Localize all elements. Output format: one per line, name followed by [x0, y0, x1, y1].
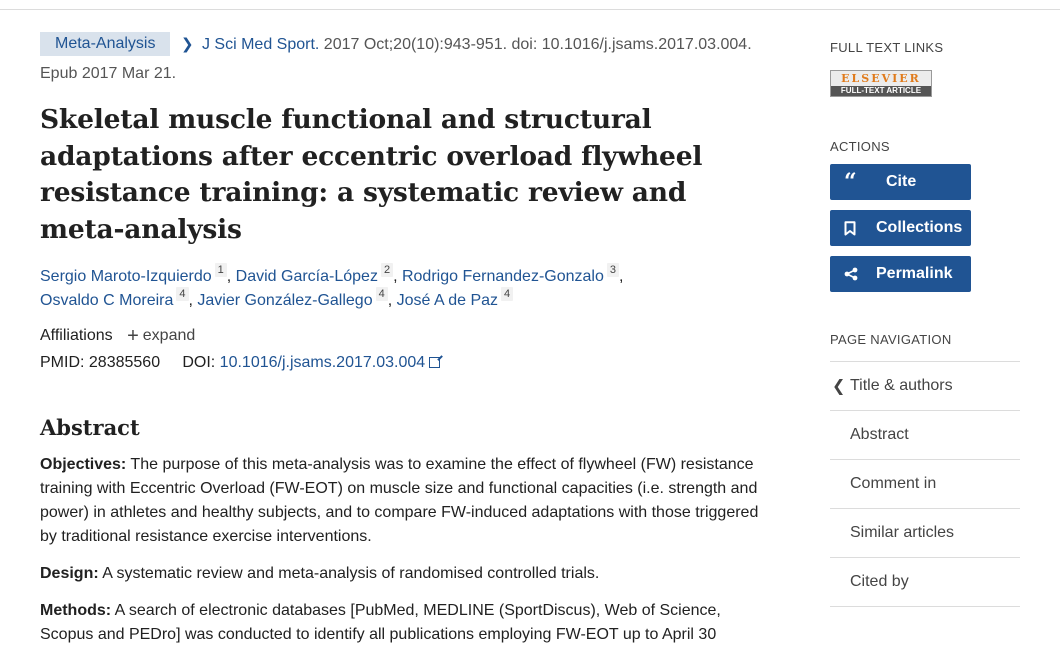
- affiliation-ref[interactable]: 4: [176, 287, 188, 301]
- permalink-button[interactable]: [830, 256, 971, 292]
- doi-link[interactable]: 10.1016/j.jsams.2017.03.004: [220, 354, 440, 371]
- expand-label: expand: [142, 327, 196, 344]
- citation-line: [40, 30, 762, 88]
- author-link[interactable]: Javier González-Gallego: [197, 292, 373, 309]
- affiliations-row: [40, 326, 762, 346]
- affiliation-ref[interactable]: 4: [376, 287, 388, 301]
- epub-date: Epub 2017 Mar 21.: [40, 65, 177, 82]
- external-link-icon: [429, 357, 440, 368]
- pmid-value: 28385560: [88, 354, 161, 371]
- page-navigation: [830, 361, 1020, 607]
- full-text-links-heading: FULL TEXT LINKS: [830, 40, 944, 55]
- affiliation-ref[interactable]: 3: [607, 263, 619, 277]
- author-link[interactable]: José A de Paz: [396, 292, 499, 309]
- author-link[interactable]: Sergio Maroto-Izquierdo: [40, 268, 212, 285]
- collections-button[interactable]: [830, 210, 971, 246]
- article-title: Skeletal muscle functional and structural adaptations after eccentric overload flywheel resistance training: a systematic review and meta-analysis: [40, 104, 703, 245]
- doi-label: DOI:: [182, 354, 216, 371]
- bookmark-icon: [844, 221, 866, 236]
- quote-icon: “: [844, 169, 857, 195]
- abstract-methods: Methods: A search of electronic databases [PubMed, MEDLINE (SportDiscus), Web of Science, Scopus and PEDro] was conducted to identify all publications employing FW-EOT up to April 30: [40, 602, 721, 643]
- journal-link[interactable]: J Sci Med Sport.: [201, 36, 320, 53]
- nav-abstract[interactable]: Abstract: [830, 411, 1020, 460]
- abstract-body: [40, 453, 762, 647]
- author-link[interactable]: David García-López: [235, 268, 378, 285]
- nav-cited-by[interactable]: Cited by: [830, 558, 1020, 607]
- identifiers-row: [40, 353, 762, 373]
- abstract-objectives: Objectives: The purpose of this meta-analysis was to examine the effect of flywheel (FW) resistance training with Eccentric Overload (FW-EOT) on muscle size and functional capacities (i.e. strength and power) in athletes and healthy subjects, and to compare FW-induced adaptations with those triggered by traditional resistance exercise interventions.: [40, 456, 759, 545]
- citation-details: 2017 Oct;20(10):943-951. doi: 10.1016/j.jsams.2017.03.004.: [323, 36, 752, 53]
- plus-icon: +: [127, 325, 139, 347]
- author-link[interactable]: Osvaldo C Moreira: [40, 292, 174, 309]
- affiliation-ref[interactable]: 2: [381, 263, 393, 277]
- chevron-right-icon: ❯: [180, 36, 194, 53]
- pmid-label: PMID:: [40, 354, 85, 371]
- author-link[interactable]: Rodrigo Fernandez-Gonzalo: [401, 268, 604, 285]
- abstract-heading: Abstract: [40, 415, 140, 440]
- publication-type-badge: Meta-Analysis: [40, 32, 170, 56]
- elsevier-full-text-label: FULL-TEXT ARTICLE: [831, 86, 931, 96]
- collections-label: Collections: [876, 219, 963, 236]
- elsevier-logo-text: ELSEVIER: [841, 72, 921, 85]
- author-list: Sergio Maroto-Izquierdo 1 , David García-López 2 , Rodrigo Fernandez-Gonzalo 3 , Osvaldo C Moreira 4 , Javier González-Gallego 4 , José A de Paz 4: [40, 264, 624, 309]
- chevron-left-icon: ❮: [832, 378, 846, 395]
- nav-title-authors[interactable]: ❮ Title & authors: [830, 362, 1020, 411]
- cite-label: Cite: [886, 173, 917, 190]
- abstract-design: Design: A systematic review and meta-analysis of randomised controlled trials.: [40, 565, 600, 582]
- expand-affiliations-button[interactable]: [127, 325, 196, 347]
- nav-similar-articles[interactable]: Similar articles: [830, 509, 1020, 558]
- article-main: [40, 30, 762, 647]
- header-divider: [0, 0, 1060, 10]
- affiliation-ref[interactable]: 4: [501, 287, 513, 301]
- affiliations-label: Affiliations: [40, 327, 113, 344]
- page-navigation-heading: PAGE NAVIGATION: [830, 332, 952, 347]
- elsevier-full-text-link[interactable]: [830, 70, 932, 97]
- share-icon: [844, 267, 866, 281]
- cite-button[interactable]: [830, 164, 971, 200]
- nav-comment-in[interactable]: Comment in: [830, 460, 1020, 509]
- permalink-label: Permalink: [876, 265, 953, 282]
- sidebar: [830, 40, 1020, 607]
- actions-heading: ACTIONS: [830, 139, 890, 154]
- affiliation-ref[interactable]: 1: [215, 263, 227, 277]
